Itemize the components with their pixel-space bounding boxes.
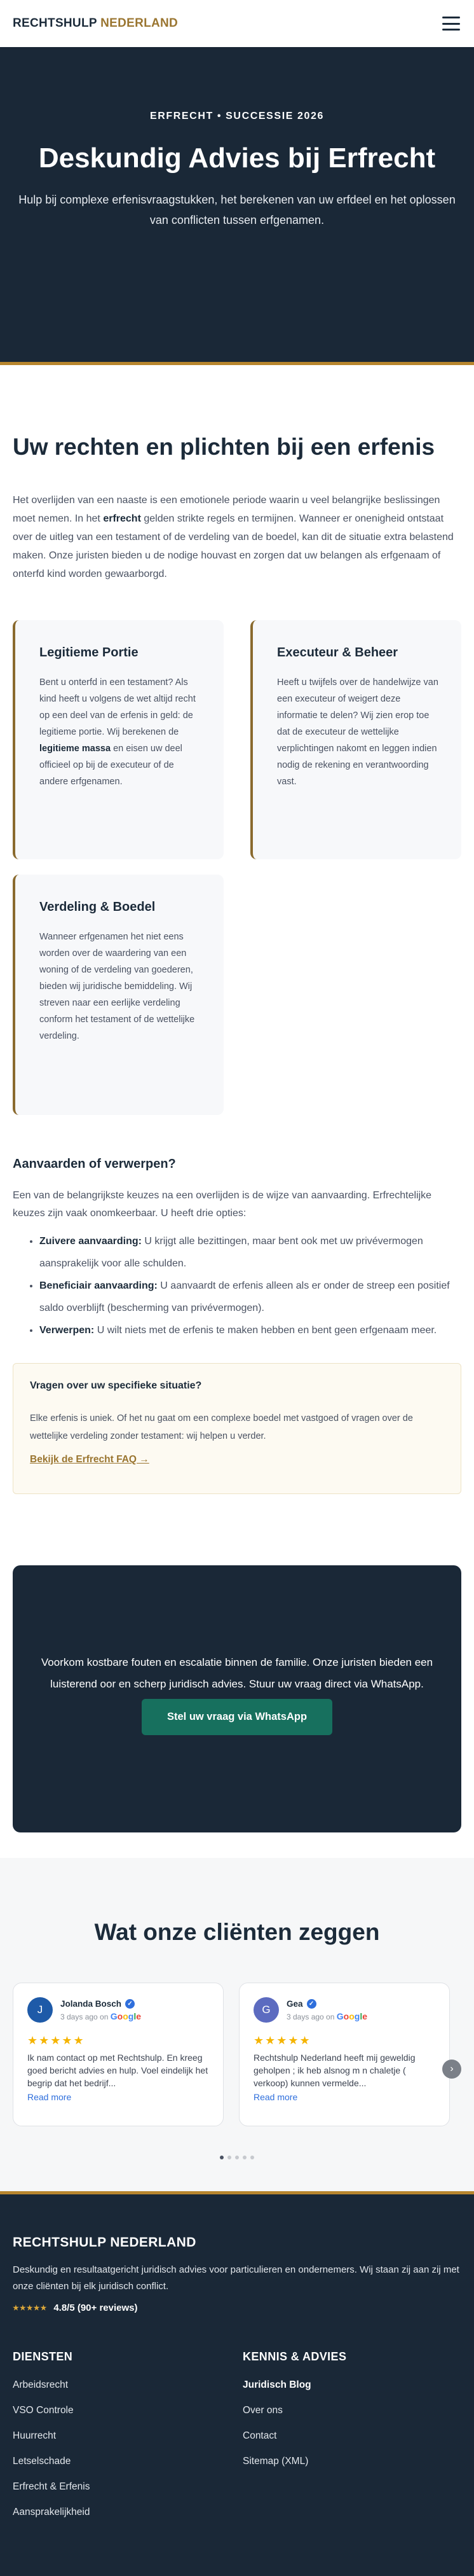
review-text: Rechtshulp Nederland heeft mij geweldig geholpen ; ik heb alsnog m n chaletje ( verkoop) kunnen vermelde... (254, 2053, 416, 2088)
rating-stars: ★★★★★ (254, 2034, 311, 2047)
footer-link[interactable]: Letselschade (13, 2456, 71, 2467)
footer-col-diensten (13, 2350, 243, 2525)
rating-text: 4.8/5 (90+ reviews) (53, 2302, 138, 2313)
carousel-dot[interactable] (235, 2156, 239, 2159)
footer-link[interactable]: Over ons (243, 2405, 283, 2416)
rating-stars: ★★★★★ (27, 2034, 85, 2047)
verified-check-icon: ✓ (307, 1999, 316, 2009)
rating-stars-icon: ★★★★★ (13, 2304, 48, 2312)
footer-link[interactable]: Juridisch Blog (243, 2379, 311, 2390)
google-logo-icon: Google (110, 2011, 142, 2021)
faq-callout (13, 1363, 461, 1494)
faq-link[interactable]: Bekijk de Erfrecht FAQ → (30, 1454, 149, 1465)
footer-col-title: DIENSTEN (13, 2350, 73, 2363)
hero-kicker: ERFRECHT • SUCCESSIE 2026 (149, 111, 325, 121)
review-card (239, 1983, 450, 2126)
footer-link[interactable]: Contact (243, 2430, 277, 2441)
read-more-link[interactable]: Read more (254, 2092, 298, 2102)
card-text: Wanneer erfgenamen het niet eens worden over de waardering van een woning of de verdeling van goederen, bieden wij juridische bemiddeling. Wij streven naar een eerlijke verdeling conform het testament of de wettelijke verdeling. (39, 932, 195, 1041)
hero-subtitle: Hulp bij complexe erfenisvraagstukken, het berekenen van uw erfdeel en het oplossen van conflicten tussen erfgenamen. (18, 193, 456, 226)
footer-link[interactable]: Erfrecht & Erfenis (13, 2481, 90, 2492)
cta-text: Voorkom kostbare fouten en escalatie binnen de familie. Onze juristen bieden een luisterend oor en scherp juridisch advies. Stuur uw vraag direct via WhatsApp. (41, 1656, 433, 1690)
avatar: G (254, 1997, 279, 2023)
footer-brand: RECHTSHULP NEDERLAND (13, 2235, 196, 2250)
footer-col-kennis (243, 2350, 460, 2525)
footer-rating (13, 2302, 461, 2313)
callout-title: Vragen over uw specifieke situatie? (30, 1380, 202, 1391)
card-verdeling-boedel (13, 875, 224, 1115)
review-time: 3 days ago on Google (60, 2011, 142, 2021)
site-logo[interactable] (13, 17, 178, 31)
footer-link[interactable]: Arbeidsrecht (13, 2379, 69, 2390)
chevron-right-icon[interactable]: › (442, 2060, 461, 2079)
footer-description: Deskundig en resultaatgericht juridisch advies voor particulieren en ondernemers. Wij staan zij aan zij met onze cliënten bij elk juridisch conflict. (13, 2264, 459, 2292)
verified-check-icon: ✓ (125, 1999, 135, 2009)
options-list (13, 1230, 461, 1341)
avatar: J (27, 1997, 53, 2023)
hamburger-menu-icon[interactable] (442, 17, 460, 31)
carousel-dot[interactable] (250, 2156, 254, 2159)
review-time: 3 days ago on Google (287, 2011, 368, 2021)
google-logo-icon: Google (336, 2011, 368, 2021)
card-title: Verdeling & Boedel (39, 900, 156, 914)
footer-link[interactable]: Sitemap (XML) (243, 2456, 309, 2467)
card-title: Executeur & Beheer (277, 646, 398, 660)
reviews-carousel[interactable] (0, 1983, 474, 2126)
carousel-dot[interactable] (227, 2156, 231, 2159)
logo-text-accent: NEDERLAND (100, 17, 179, 30)
carousel-dot[interactable] (220, 2156, 224, 2159)
reviewer-name: Gea ✓ (287, 1999, 367, 2009)
site-header (0, 0, 474, 47)
footer-link[interactable]: VSO Controle (13, 2405, 74, 2416)
card-legitieme-portie (13, 620, 224, 859)
card-text: Heeft u twijfels over de handelwijze van een executeur of weigert deze informatie te delen? Wij zien erop toe dat de executeur de wettelijke verplichtingen nakomt en leggen indien nodig de rekening en verantwoording vast. (277, 677, 438, 787)
hero-title: Deskundig Advies bij Erfrecht (38, 142, 436, 174)
review-card (13, 1983, 224, 2126)
service-cards (13, 620, 461, 1115)
footer-link[interactable]: Aansprakelijkheid (13, 2507, 90, 2517)
list-item: • Zuivere aanvaarding: U krijgt alle bezittingen, maar bent ook met uw privévermogen aansprakelijk voor alle schulden. (39, 1230, 461, 1275)
read-more-link[interactable]: Read more (27, 2092, 72, 2102)
footer-col-title: KENNIS & ADVIES (243, 2350, 347, 2363)
hero-section (0, 47, 474, 365)
whatsapp-button[interactable]: Stel uw vraag via WhatsApp (142, 1699, 332, 1735)
reviews-section (0, 1858, 474, 2191)
site-footer (0, 2191, 474, 2576)
reviewer-name: Jolanda Bosch ✓ (60, 1999, 141, 2009)
card-text: Bent u onterfd in een testament? Als kind heeft u volgens de wet altijd recht op een deel van de erfenis in geld: de legitieme portie. Wij berekenen de legitieme massa en eisen uw deel officieel op bij de executeur of de andere erfgenamen. (39, 677, 196, 787)
card-executeur-beheer (250, 620, 461, 859)
choice-text: Een van de belangrijkste keuzes na een overlijden is de wijze van aanvaarding. Erfrechtelijke keuzes zijn vaak onomkeerbaar. U heeft drie opties: (13, 1190, 432, 1219)
section-heading: Uw rechten en plichten bij een erfenis (13, 434, 435, 460)
intro-paragraph: Het overlijden van een naaste is een emotionele periode waarin u veel belangrijke beslissingen moet nemen. In het erfrecht gelden strikte regels en termijnen. Wanneer er onenigheid ontstaat over de uitleg van een testament of de verdeling van de boedel, kan dit de situatie extra belastend maken. Onze juristen bieden u de nodige houvast en zorgen dat uw belangen als erfgenaam of onterfd kind worden gewaarborgd. (13, 495, 454, 579)
footer-columns (13, 2350, 461, 2525)
review-text: Ik nam contact op met Rechtshulp. En kreeg goed bericht advies en hulp. Voel eindelijk het begrip dat het bedrijf... (27, 2053, 208, 2088)
list-item: • Beneficiair aanvaarding: U aanvaardt de erfenis alleen als er onder de streep een positief saldo overblijft (bescherming van privévermogen). (39, 1275, 461, 1319)
card-title: Legitieme Portie (39, 646, 139, 660)
list-item: • Verwerpen: U wilt niets met de erfenis te maken hebben en bent geen erfgenaam meer. (39, 1319, 461, 1341)
logo-text-primary: RECHTSHULP (13, 17, 97, 30)
whatsapp-cta (13, 1565, 461, 1832)
carousel-dots (0, 2156, 474, 2159)
main-content (0, 365, 474, 1832)
callout-text: Elke erfenis is uniek. Of het nu gaat om een complexe boedel met vastgoed of vragen over de wettelijke verdeling zonder testament: wij helpen u verder. (30, 1413, 413, 1441)
footer-link[interactable]: Huurrecht (13, 2430, 57, 2441)
carousel-dot[interactable] (243, 2156, 247, 2159)
choice-heading: Aanvaarden of verwerpen? (13, 1157, 176, 1171)
reviews-title: Wat onze cliënten zeggen (94, 1919, 380, 1945)
